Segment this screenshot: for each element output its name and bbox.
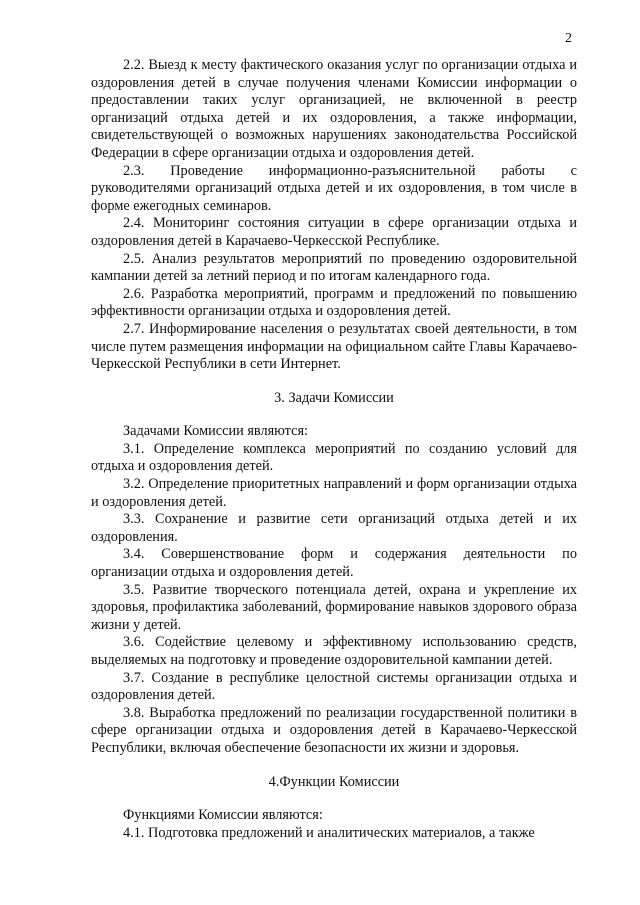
- paragraph-2-6: 2.6. Разработка мероприятий, программ и предложений по повышению эффективности организации отдыха и оздоровления детей.: [91, 285, 577, 320]
- paragraph-2-7: 2.7. Информирование населения о результатах своей деятельности, в том числе путем размещения информации на официальном сайте Главы Карачаево-Черкесской Республики в сети Интернет.: [91, 320, 577, 373]
- paragraph-3-5: 3.5. Развитие творческого потенциала детей, охрана и укрепление их здоровья, профилактика заболеваний, формирование навыков здорового образа жизни у детей.: [91, 581, 577, 633]
- paragraph-3-3: 3.3. Сохранение и развитие сети организаций отдыха детей и их оздоровления.: [91, 511, 577, 545]
- paragraph-3-6: 3.6. Содействие целевому и эффективному использованию средств, выделяемых на подготовку и проведение оздоровительной кампании детей.: [91, 634, 577, 668]
- paragraph-3-2: 3.2. Определение приоритетных направлений и форм организации отдыха и оздоровления детей.: [91, 476, 577, 510]
- section-4-heading: 4.Функции Комиссии: [268, 773, 400, 790]
- section-3-intro: Задачами Комиссии являются:: [123, 423, 308, 440]
- paragraph-3-1: 3.1. Определение комплекса мероприятий по созданию условий для отдыха и оздоровления детей.: [91, 440, 577, 475]
- paragraph-4-1: 4.1. Подготовка предложений и аналитических материалов, а также: [123, 824, 535, 841]
- paragraph-2-5: 2.5. Анализ результатов мероприятий по проведению оздоровительной кампании детей за летний период и по итогам календарного года.: [91, 250, 577, 285]
- section-4-intro: Функциями Комиссии являются:: [123, 807, 323, 824]
- paragraph-3-7: 3.7. Создание в республике целостной системы организации отдыха и оздоровления детей.: [91, 669, 577, 704]
- paragraph-3-4: 3.4. Совершенствование форм и содержания деятельности по организации отдыха и оздоровления детей.: [91, 546, 577, 581]
- paragraph-2-2: 2.2. Выезд к месту фактического оказания услуг по организации отдыха и оздоровления детей в случае получения членами Комиссии информации о предоставлении таких услуг организацией, не включенной в реестр организаций отдыха детей и их оздоровления, а также информации, свидетельствующей о возможных нарушениях законодательства Российской Федерации в сфере организации отдыха и оздоровления детей.: [91, 57, 577, 161]
- section-3-heading: 3. Задачи Комиссии: [274, 389, 394, 406]
- paragraph-3-8: 3.8. Выработка предложений по реализации государственной политики в сфере организации отдыха и оздоровления детей в Карачаево-Черкесской Республики, включая обеспечение безопасности их жизни и здоровья.: [91, 704, 577, 756]
- document-body: [91, 57, 577, 842]
- paragraph-2-3: 2.3. Проведение информационно-разъяснительной работы с руководителями организаций отдыха детей и их оздоровления, в том числе в форме ежегодных семинаров.: [91, 162, 577, 214]
- paragraph-2-4: 2.4. Мониторинг состояния ситуации в сфере организации отдыха и оздоровления детей в Карачаево-Черкесской Республике.: [91, 215, 577, 249]
- page-number: 2: [565, 31, 572, 46]
